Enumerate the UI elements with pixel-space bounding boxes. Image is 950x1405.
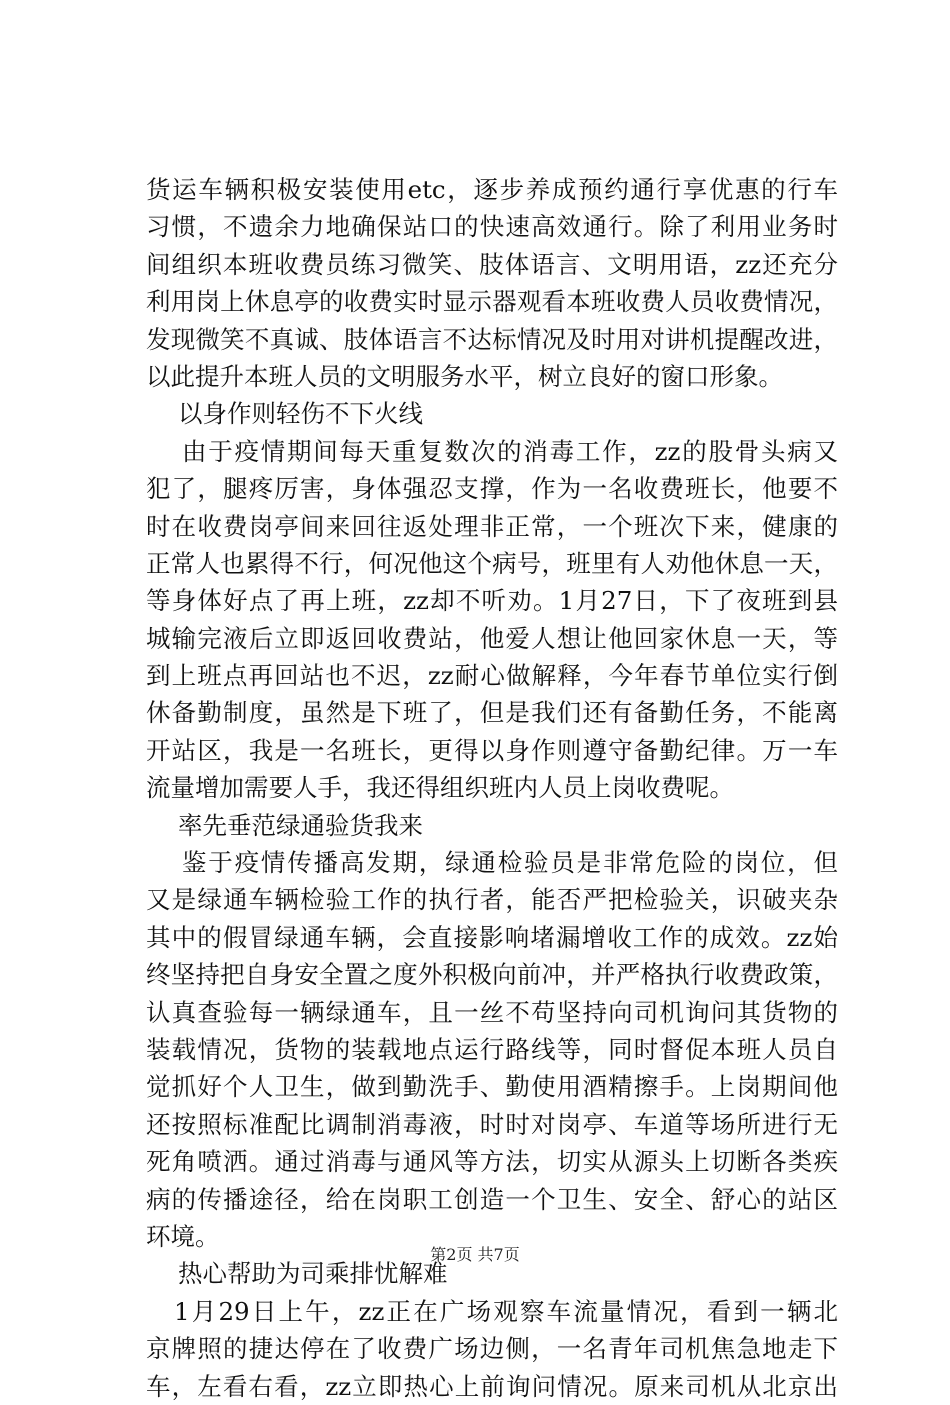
text-line: 犯了，腿疼厉害，身体强忍支撑，作为一名收费班长，他要不 (146, 474, 838, 504)
paragraph (146, 171, 838, 395)
text-line: 间组织本班收费员练习微笑、肢体语言、文明用语，zz还充分 (146, 249, 838, 279)
text-line: 利用岗上休息亭的收费实时显示器观看本班收费人员收费情况， (146, 287, 838, 317)
text-line: 又是绿通车辆检验工作的执行者，能否严把检验关，识破夹杂 (146, 885, 838, 915)
text-line: 到上班点再回站也不迟，zz耐心做解释，今年春节单位实行倒 (146, 661, 838, 691)
document-body (146, 171, 838, 1405)
text-line: 认真查验每一辆绿通车，且一丝不苟坚持向司机询问其货物的 (146, 997, 838, 1027)
text-line: 车，左看右看，zz立即热心上前询问情况。原来司机从北京出 (146, 1371, 838, 1401)
text-line: 病的传播途径，给在岗职工创造一个卫生、安全、舒心的站区 (146, 1184, 838, 1214)
text-line: 由于疫情期间每天重复数次的消毒工作，zz的股骨头病又 (182, 436, 838, 466)
text-line: 其中的假冒绿通车辆，会直接影响堵漏增收工作的成效。zz始 (146, 922, 838, 952)
text-line: 货运车辆积极安装使用etc，逐步养成预约通行享优惠的行车 (146, 175, 838, 204)
text-line: 装载情况，货物的装载地点运行路线等，同时督促本班人员自 (146, 1034, 838, 1064)
text-line: 鉴于疫情传播高发期，绿通检验员是非常危险的岗位，但 (182, 848, 838, 878)
page-footer: 第2页 共7页 (430, 1245, 520, 1264)
paragraph (146, 433, 838, 807)
text-line: 习惯，不遗余力地确保站口的快速高效通行。除了利用业务时 (146, 212, 838, 242)
text-line: 发现微笑不真诚、肢体语言不达标情况及时用对讲机提醒改进， (146, 324, 838, 354)
text-line: 觉抓好个人卫生，做到勤洗手、勤使用酒精擦手。上岗期间他 (146, 1072, 838, 1102)
paragraph (146, 1293, 838, 1405)
text-line: 正常人也累得不行，何况他这个病号，班里有人劝他休息一天， (146, 548, 838, 578)
text-line: 流量增加需要人手，我还得组织班内人员上岗收费呢。 (146, 773, 734, 803)
text-line: 开站区，我是一名班长，更得以身作则遵守备勤纪律。万一车 (146, 735, 838, 765)
text-line: 城输完液后立即返回收费站，他爱人想让他回家休息一天，等 (146, 623, 838, 653)
paragraph (146, 844, 838, 1255)
text-line: 1月29日上午，zz正在广场观察车流量情况，看到一辆北 (174, 1296, 838, 1326)
text-line: 以此提升本班人员的文明服务水平，树立良好的窗口形象。 (146, 361, 783, 391)
text-line: 时在收费岗亭间来回往返处理非正常，一个班次下来，健康的 (146, 511, 838, 541)
section-heading: 热心帮助为司乘排忧解难 (178, 1259, 448, 1289)
text-line: 还按照标准配比调制消毒液，时时对岗亭、车道等场所进行无 (146, 1109, 838, 1139)
section-heading: 率先垂范绿通验货我来 (178, 810, 423, 840)
text-line: 环境。 (146, 1221, 220, 1251)
text-line: 休备勤制度，虽然是下班了，但是我们还有备勤任务，不能离 (146, 698, 838, 728)
text-line: 死角喷洒。通过消毒与通风等方法，切实从源头上切断各类疾 (146, 1147, 838, 1177)
text-line: 终坚持把自身安全置之度外积极向前冲，并严格执行收费政策， (146, 960, 838, 990)
text-line: 等身体好点了再上班，zz却不听劝。1月27日，下了夜班到县 (146, 586, 838, 616)
text-line: 京牌照的捷达停在了收费广场边侧，一名青年司机焦急地走下 (146, 1334, 838, 1364)
section-heading: 以身作则轻伤不下火线 (178, 399, 423, 429)
